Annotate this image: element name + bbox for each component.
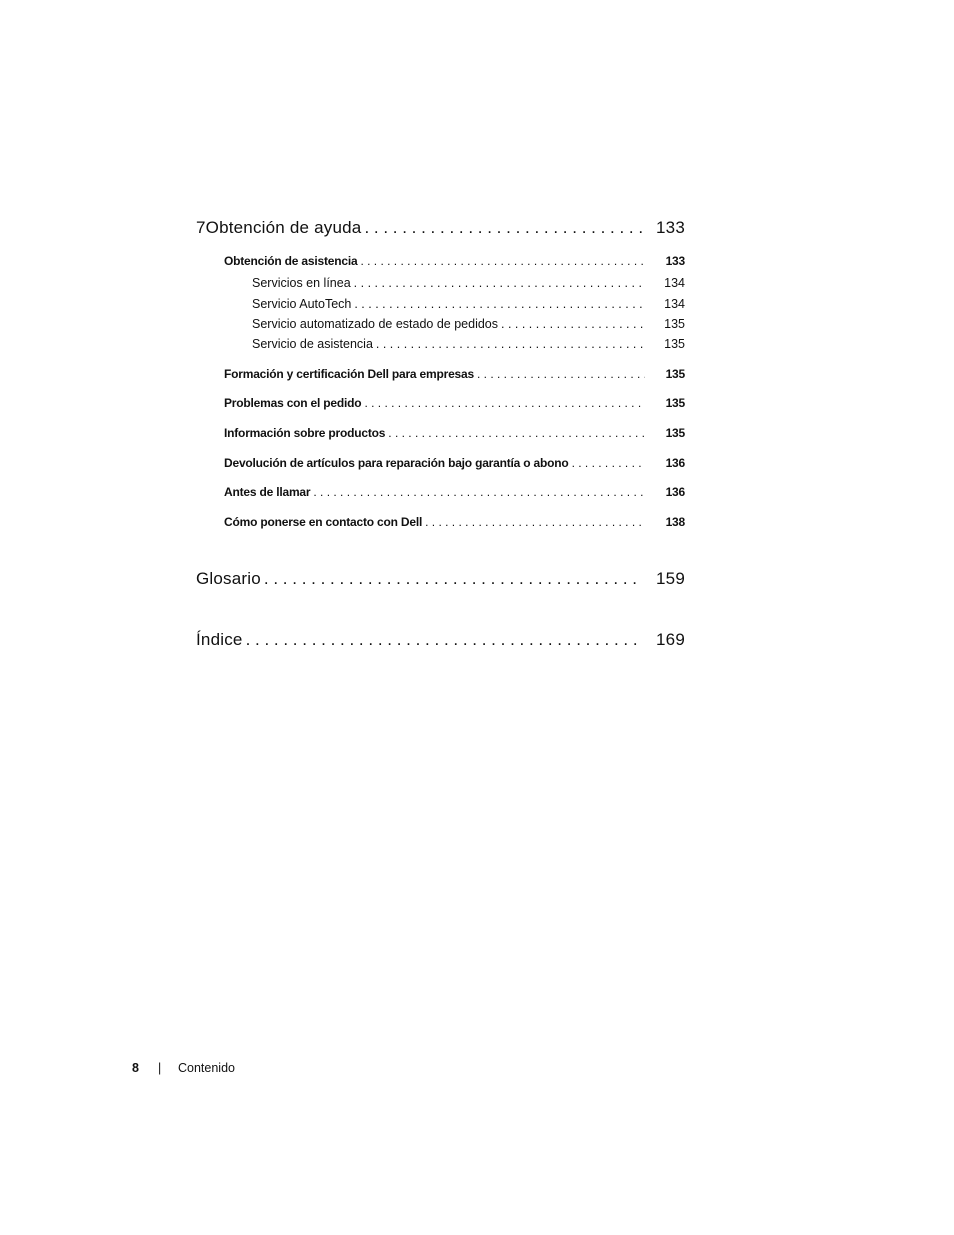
dot-leader [364,396,645,410]
entry-page: 134 [664,297,685,311]
dot-leader [501,317,645,331]
dot-leader [360,254,645,268]
toc-entry[interactable] [252,297,685,311]
entry-page: 133 [665,254,685,268]
toc-entry[interactable] [224,515,685,529]
toc-entry[interactable] [224,456,685,470]
chapter-title: Obtención de ayuda [205,218,362,237]
dot-leader [354,297,645,311]
chapter-number: 7 [196,218,206,237]
toc-entry[interactable] [224,426,685,440]
dot-leader [354,276,645,290]
entry-page: 135 [665,426,685,440]
chapter-page: 133 [656,218,685,237]
footer-page-number: 8 [132,1061,139,1075]
toc-entry[interactable] [252,276,685,290]
entry-page: 138 [665,515,685,529]
page-footer [132,1061,235,1075]
entry-page: 135 [664,317,685,331]
dot-leader [425,515,645,529]
toc-entry[interactable] [224,254,685,268]
back-matter-title: Índice [196,630,243,649]
toc-entry[interactable] [224,396,685,410]
entry-title: Cómo ponerse en contacto con Dell [224,515,423,529]
dot-leader [364,218,642,238]
back-matter-page: 169 [656,630,685,649]
entry-title: Servicios en línea [252,276,351,290]
entry-title: Antes de llamar [224,485,311,499]
entry-title: Servicio automatizado de estado de pedidos [252,317,498,331]
back-matter-title: Glosario [196,569,261,588]
entry-title: Formación y certificación Dell para empresas [224,367,474,381]
entry-page: 135 [665,396,685,410]
toc-entry[interactable] [224,367,685,381]
footer-separator: | [158,1061,162,1075]
back-matter-page: 159 [656,569,685,588]
dot-leader [264,569,642,589]
dot-leader [477,367,645,381]
entry-title: Devolución de artículos para reparación bajo garantía o abono [224,456,569,470]
entry-page: 134 [664,276,685,290]
entry-page: 135 [664,337,685,351]
toc-glossary[interactable] [196,569,685,589]
toc-entry[interactable] [224,485,685,499]
toc-chapter-7[interactable] [196,218,685,238]
footer-section-name: Contenido [178,1061,235,1075]
dot-leader [376,337,645,351]
entry-page: 135 [665,367,685,381]
toc-entry[interactable] [252,337,685,351]
toc-index[interactable] [196,630,685,650]
dot-leader [572,456,645,470]
entry-page: 136 [665,456,685,470]
entry-title: Obtención de asistencia [224,254,358,268]
dot-leader [246,630,642,650]
toc-entry[interactable] [252,317,685,331]
entry-title: Servicio de asistencia [252,337,373,351]
entry-page: 136 [665,485,685,499]
dot-leader [313,485,645,499]
entry-title: Problemas con el pedido [224,396,362,410]
entry-title: Información sobre productos [224,426,386,440]
dot-leader [388,426,645,440]
entry-title: Servicio AutoTech [252,297,352,311]
